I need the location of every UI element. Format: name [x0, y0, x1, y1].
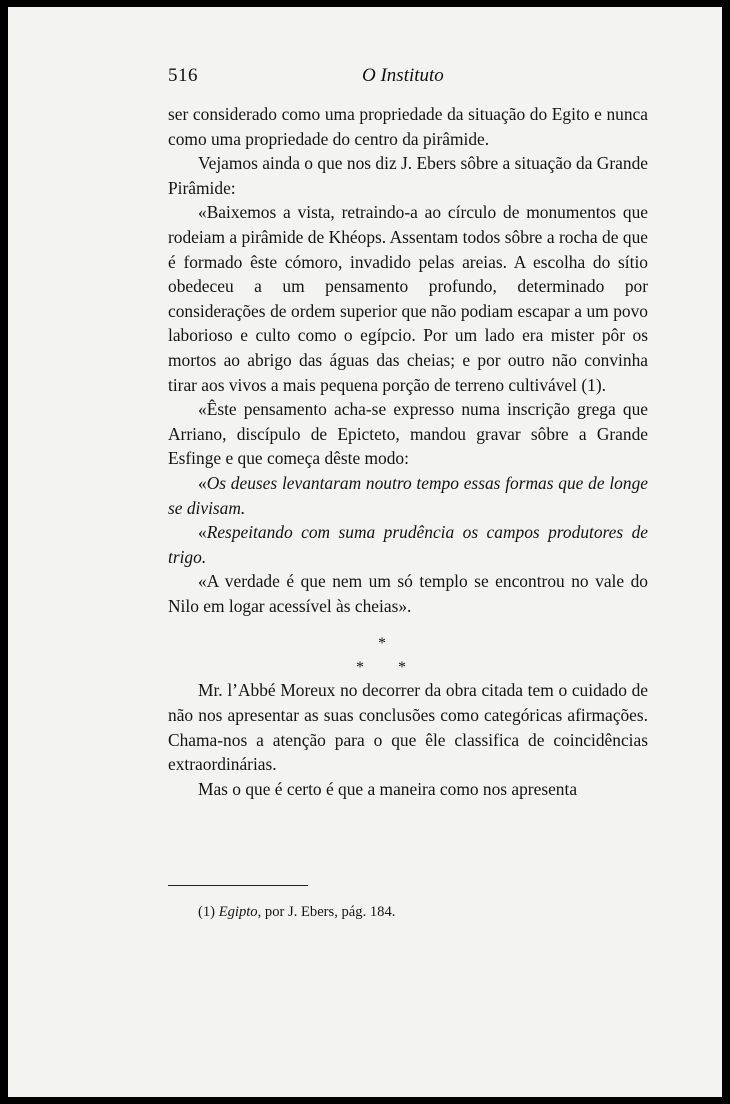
footnote-marker: (1): [198, 904, 216, 920]
paragraph: [168, 200, 648, 397]
footnote-rule: [168, 885, 308, 886]
paragraph: [168, 471, 648, 520]
paragraph: [168, 569, 648, 618]
paragraph-text: ser considerado como uma propriedade da situação do Egito e nunca como uma propriedade do centro da pirâmide.: [168, 104, 648, 149]
page-number: 516: [168, 65, 198, 86]
italic-quote-text: Respeitando com suma prudência os campos produtores de trigo.: [168, 522, 648, 567]
section-separator: [168, 618, 648, 678]
footnote-title: Egipto: [218, 904, 258, 920]
paragraphs-after-separator: [168, 678, 648, 801]
paragraph-text: «: [198, 472, 207, 493]
paragraph: [168, 397, 648, 471]
paragraph-text: Vejamos ainda o que nos diz J. Ebers sôbre a situação da Grande Pirâmide:: [168, 153, 648, 198]
paragraph-text: Mas o que é certo é que a maneira como nos apresenta: [198, 778, 578, 799]
running-header: [168, 65, 648, 89]
italic-quote-text: Os deuses levantaram noutro tempo essas formas que de longe se divisam.: [168, 472, 648, 518]
paragraph: [168, 151, 648, 200]
paragraph-text: «Êste pensamento acha-se expresso numa inscrição grega que Arriano, discípulo de Epicteto, mandou gravar sôbre a Grande Esfinge e que começa dêste modo:: [168, 399, 648, 469]
footnote-citation: , por J. Ebers, pág. 184.: [257, 904, 396, 920]
footnote: [198, 904, 638, 921]
separator-star: *: [356, 659, 364, 677]
separator-star: *: [378, 635, 386, 653]
body-text: [168, 102, 648, 801]
separator-star: *: [398, 659, 406, 677]
paragraph: [168, 102, 648, 151]
paragraph-text: «A verdade é que nem um só templo se encontrou no vale do Nilo em logar acessível às cheias».: [168, 571, 648, 616]
paragraph-text: Mr. l’Abbé Moreux no decorrer da obra citada tem o cuidado de não nos apresentar as suas conclusões como categóricas afirmações. Chama-nos a atenção para o que êle classifica de coincidências extraordinárias.: [168, 680, 648, 775]
paragraph: [168, 520, 648, 569]
paragraph: [168, 777, 648, 802]
paragraph-text: «Baixemos a vista, retraindo-a ao círculo de monumentos que rodeiam a pirâmide de Khéops. Assentam todos sôbre a rocha de que é formado êste cómoro, invadido pelas areias. A escolha do sítio obedeceu a um pensamento profundo, determinado por considerações de ordem superior que não podiam escapar a um povo laborioso e culto como o egípcio. Por um lado era mister pôr os mortos ao abrigo das águas das cheias; e por outro não convinha tirar aos vivos a mais pequena porção de terreno cultivável (1).: [168, 202, 648, 395]
running-title: O Instituto: [362, 65, 444, 86]
paragraph: [168, 678, 648, 776]
paragraphs-before-separator: [168, 102, 648, 618]
book-page: [8, 7, 722, 1097]
paragraph-text: «: [198, 522, 207, 543]
